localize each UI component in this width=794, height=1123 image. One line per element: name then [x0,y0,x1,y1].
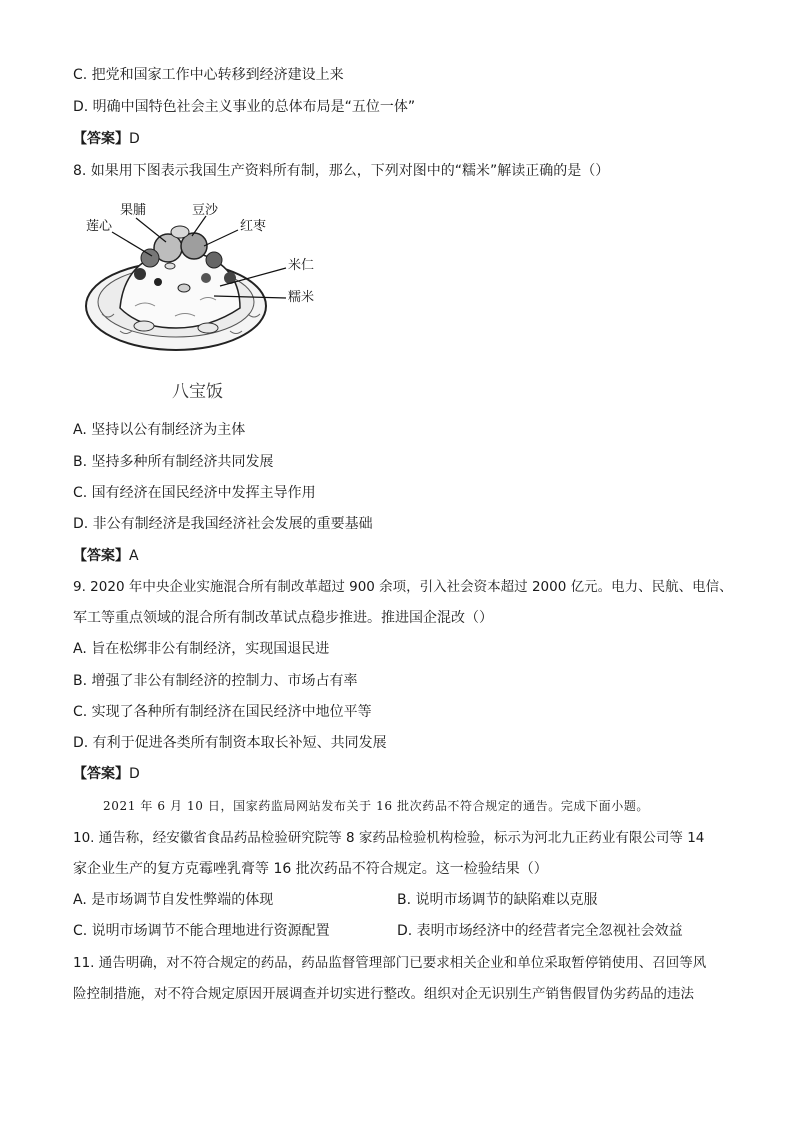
q9-option-d: D. 有利于促进各类所有制资本取长补短、共同发展 [73,735,387,751]
q11-stem-line2: 险控制措施，对不符合规定原因开展调查并切实进行整改。组织对企无识别生产销售假冒伪劣药品的违法 [73,986,694,1002]
answer-label: 【答案】 [73,766,129,782]
answer-value: D [129,766,140,782]
q10-option-a: A. 是市场调节自发性弊端的体现 [73,892,274,908]
q10-stem-line1: 10. 通告称，经安徽省食品药品检验研究院等 8 家药品检验机构检验，标示为河北九正药业有限公司等 14 [73,830,705,846]
answer-value: A [129,548,139,564]
q9-answer [73,764,140,784]
q8-option-d: D. 非公有制经济是我国经济社会发展的重要基础 [73,516,373,532]
q9-stem-line2: 军工等重点领域的混合所有制改革试点稳步推进。推进国企混改（） [73,610,493,626]
q7-option-d: D. 明确中国特色社会主义事业的总体布局是“五位一体” [73,99,416,115]
figure-caption: 八宝饭 [172,382,223,402]
eight-treasure-rice-illustration [80,196,290,376]
eight-treasure-rice-figure [80,196,290,406]
label-miren: 米仁 [288,258,315,273]
q8-option-b: B. 坚持多种所有制经济共同发展 [73,454,274,470]
q10-option-d: D. 表明市场经济中的经营者完全忽视社会效益 [397,923,683,939]
answer-label: 【答案】 [73,548,129,564]
q11-stem-line1: 11. 通告明确，对不符合规定的药品，药品监督管理部门已要求相关企业和单位采取暂停销使用、召回等风 [73,955,707,971]
q8-stem: 8. 如果用下图表示我国生产资料所有制，那么，下列对图中的“糯米”解读正确的是（） [73,163,610,179]
q9-stem-line1: 9. 2020 年中央企业实施混合所有制改革超过 900 余项，引入社会资本超过 2000 亿元。电力、民航、电信、 [73,579,733,595]
label-dousha: 豆沙 [192,203,219,218]
q8-option-a: A. 坚持以公有制经济为主体 [73,422,246,438]
material-intro: 2021 年 6 月 10 日，国家药监局网站发布关于 16 批次药品不符合规定的通告。完成下面小题。 [103,799,650,813]
q8-option-c: C. 国有经济在国民经济中发挥主导作用 [73,485,316,501]
q10-stem-line2: 家企业生产的复方克霉唑乳膏等 16 批次药品不符合规定。这一检验结果（） [73,861,548,877]
q10-option-b: B. 说明市场调节的缺陷难以克服 [397,892,598,908]
answer-label: 【答案】 [73,131,129,147]
answer-value: D [129,131,140,147]
q9-option-b: B. 增强了非公有制经济的控制力、市场占有率 [73,673,358,689]
q8-answer [73,546,139,566]
label-hongzao: 红枣 [240,219,267,234]
q9-option-c: C. 实现了各种所有制经济在国民经济中地位平等 [73,704,372,720]
q7-option-c: C. 把党和国家工作中心转移到经济建设上来 [73,67,344,83]
label-lianxin: 莲心 [86,219,113,234]
q10-option-c: C. 说明市场调节不能合理地进行资源配置 [73,923,330,939]
q7-answer [73,129,140,149]
q9-option-a: A. 旨在松绑非公有制经济，实现国退民进 [73,641,330,657]
label-nuomi: 糯米 [288,290,315,305]
label-guofu: 果脯 [120,203,147,218]
